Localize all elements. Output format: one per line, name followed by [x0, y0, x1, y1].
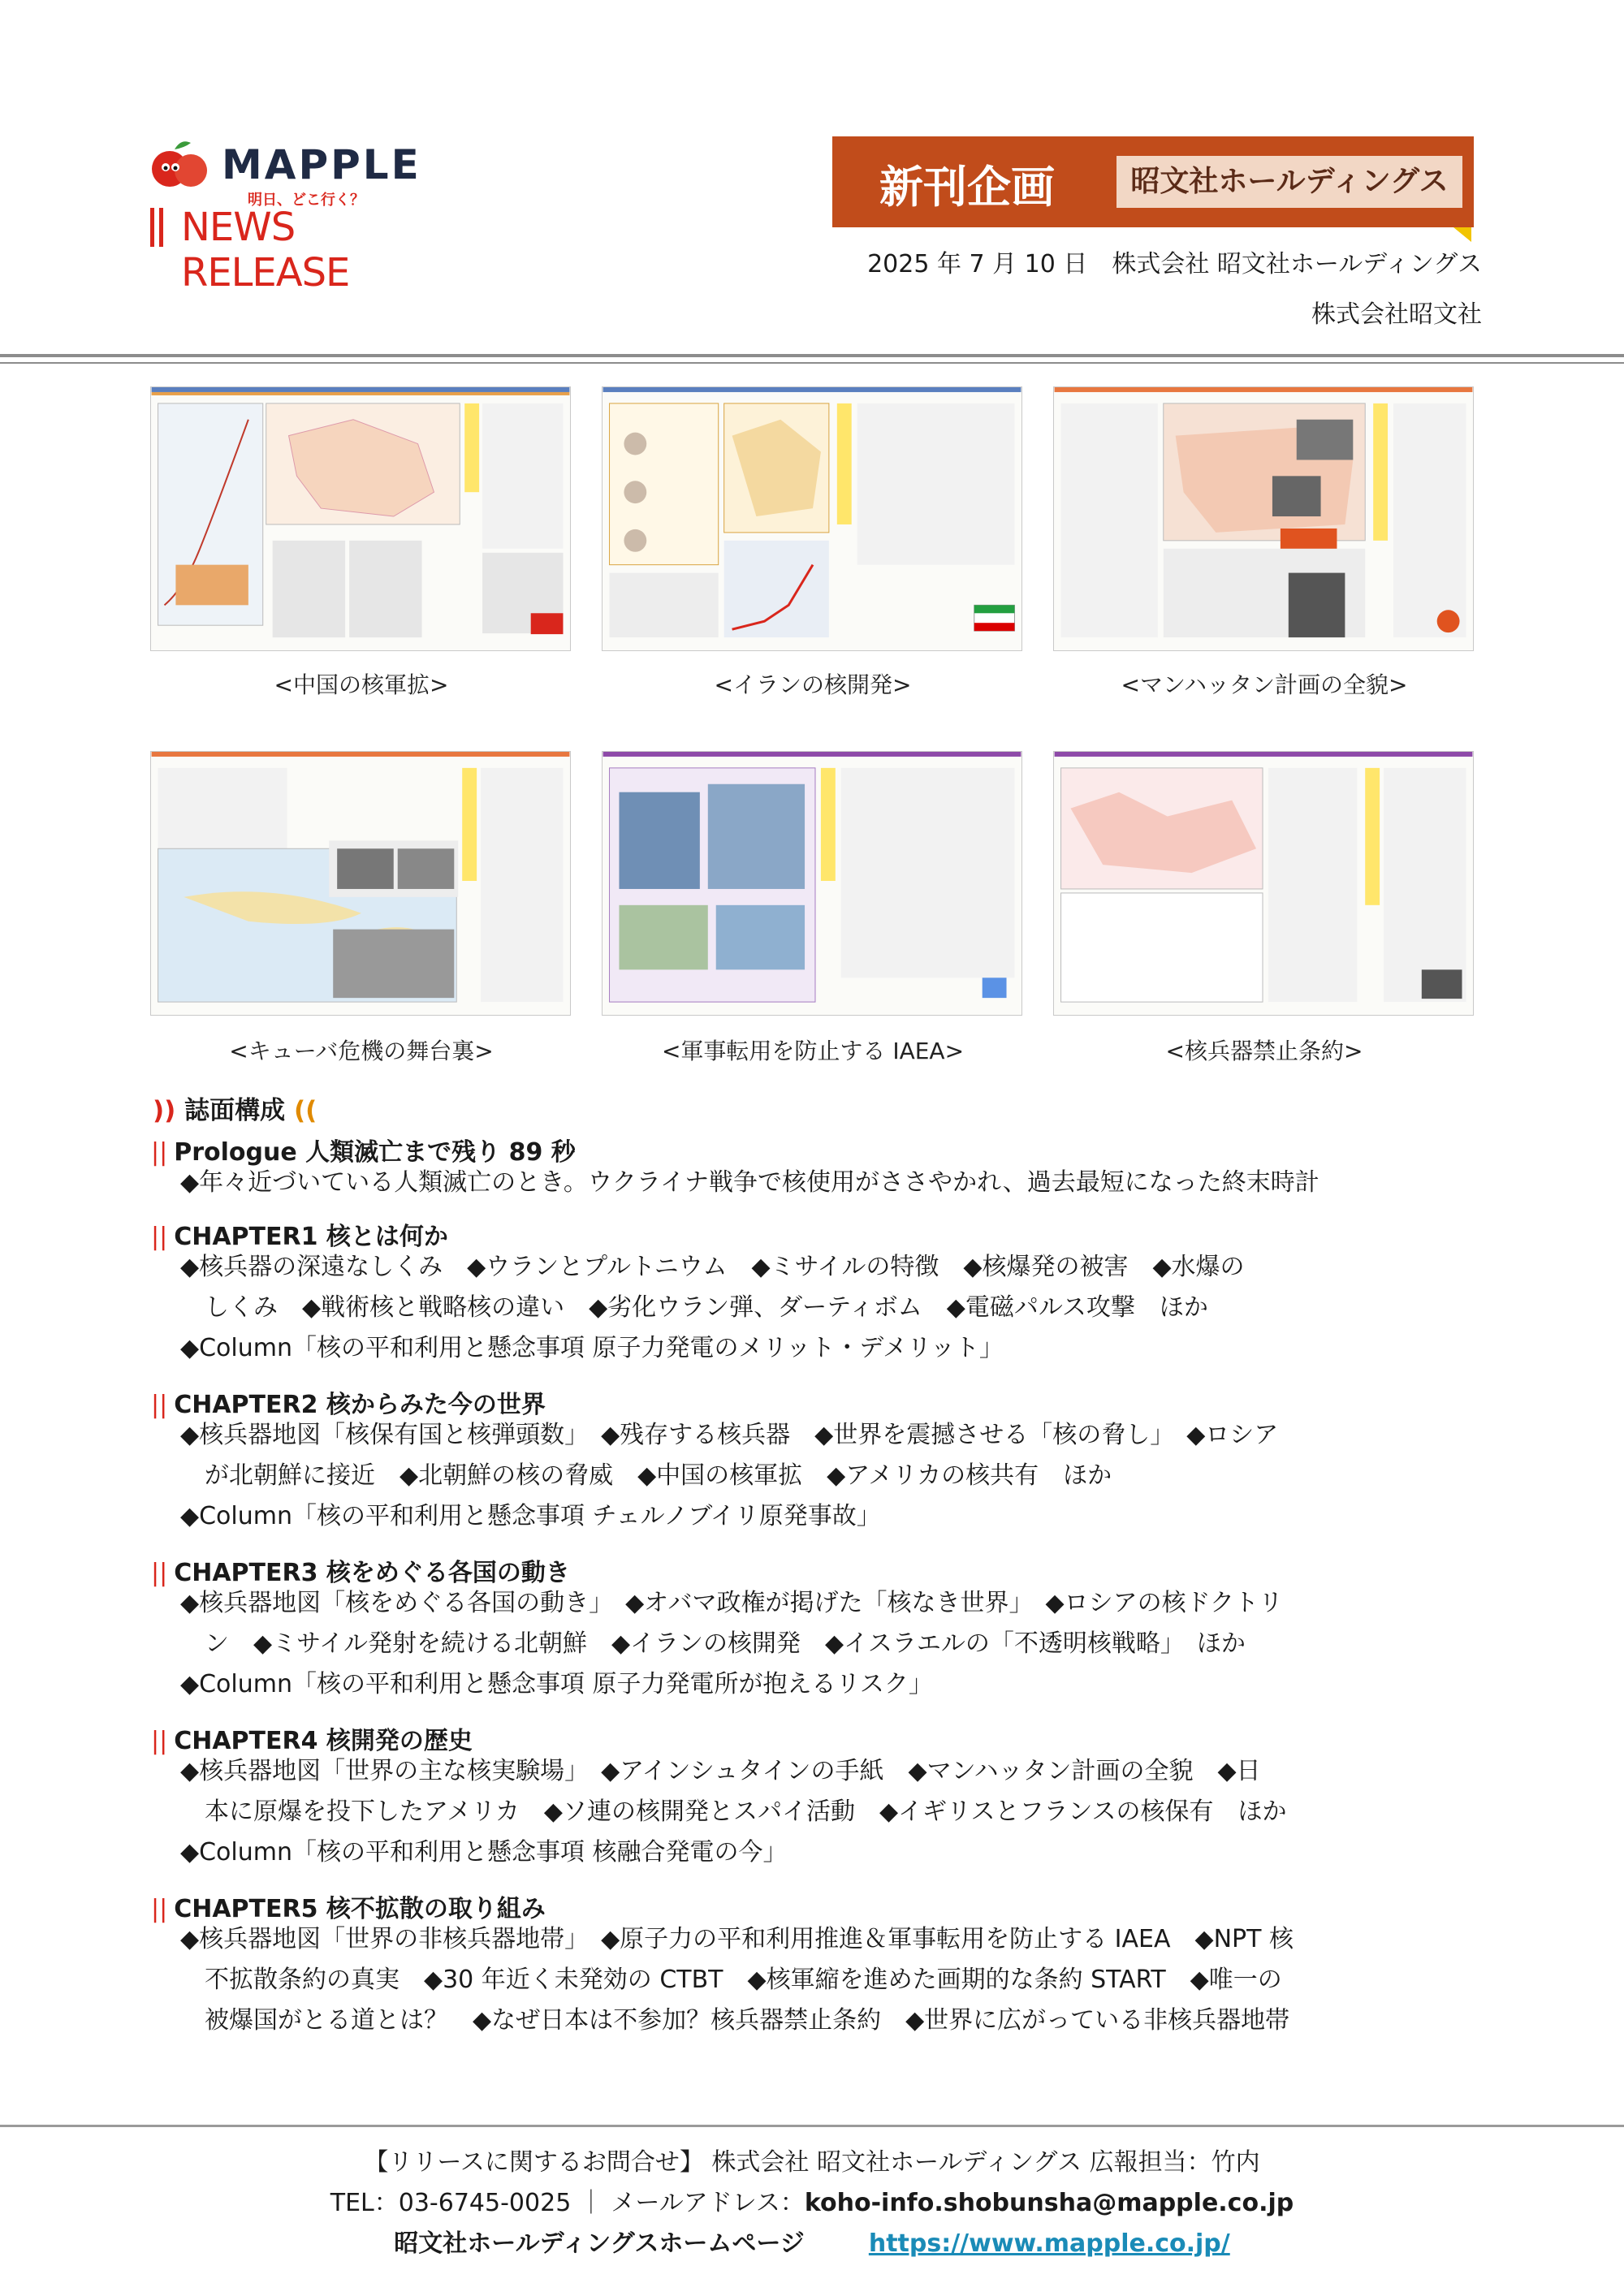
- logo-text: MAPPLE: [222, 141, 421, 188]
- mapple-logo: [150, 136, 459, 296]
- caption-manhattan: <マンハッタン計画の全貌>: [1121, 671, 1408, 698]
- new-title-banner: [832, 136, 1474, 227]
- footer-email[interactable]: koho-info.shobunsha@mapple.co.jp: [804, 2189, 1294, 2217]
- logo-tagline: 明日、どこ行く？: [248, 192, 365, 209]
- banner-corner-accent: [1453, 227, 1471, 242]
- section-heading-chapter5: || CHAPTER5 核不拡散の取り組み: [151, 1895, 546, 1923]
- news-release-label: NEWS RELEASE: [181, 205, 350, 296]
- section-body-chapter3: ◆核兵器地図「核をめぐる各国の動き」 ◆オバマ政権が掲げた「核なき世界」 ◆ロシアの核ドクトリ ン ◆ミサイル発射を続ける北朝鮮 ◆イランの核開発 ◆イスラエルの「不透明核戦略」 ほか ◆Column「核の平和利用と懸念事項 原子力発電所が抱えるリスク」: [180, 1589, 1284, 1698]
- section-body-chapter5: ◆核兵器地図「世界の非核兵器地帯」 ◆原子力の平和利用推進＆軍事転用を防止する IAEA ◆NPT 核 不拡散条約の真実 ◆30 年近く未発効の CTBT ◆核軍縮を進めた画期的な条約 START ◆唯一の 被爆国がとる道とは？ ◆なぜ日本は不参加？核兵器禁止条約 ◆世界に広がっている非核兵器地帯: [180, 1925, 1294, 2035]
- apple-logo-icon: [150, 136, 217, 195]
- release-date-line: 2025 年 7 月 10 日 株式会社 昭文社ホールディングス: [867, 250, 1482, 278]
- thumbnail-iaea: [602, 751, 1022, 1016]
- thumbnail-iran: [602, 386, 1022, 651]
- section-body-chapter1: ◆核兵器の深遠なしくみ ◆ウランとプルトニウム ◆ミサイルの特徴 ◆核爆発の被害 ◆水爆の しくみ ◆戦術核と戦略核の違い ◆劣化ウラン弾、ダーティボム ◆電磁パルス攻撃 ほか ◆Column「核の平和利用と懸念事項 原子力発電のメリット・デメリット」: [180, 1253, 1245, 1362]
- section-heading-chapter4: || CHAPTER4 核開発の歴史: [151, 1727, 473, 1755]
- contents-heading: [153, 1090, 317, 1126]
- footer-homepage: [0, 2223, 1624, 2259]
- caption-cuba: <キューバ危機の舞台裏>: [229, 1038, 494, 1064]
- caption-iran: <イランの核開発>: [714, 671, 912, 698]
- caption-iaea: <軍事転用を防止する IAEA>: [661, 1038, 965, 1064]
- banner-title: 新刊企画: [879, 162, 1055, 213]
- contents-open-mark: )): [153, 1096, 176, 1125]
- banner-company: 昭文社ホールディングス: [1130, 165, 1449, 198]
- news-release-bars: [150, 208, 165, 247]
- homepage-link[interactable]: https://www.mapple.co.jp/: [868, 2229, 1230, 2258]
- section-body-chapter2: ◆核兵器地図「核保有国と核弾頭数」 ◆残存する核兵器 ◆世界を震撼させる「核の脅し」 ◆ロシア が北朝鮮に接近 ◆北朝鮮の核の脅威 ◆中国の核軍拡 ◆アメリカの核共有 ほか ◆Column「核の平和利用と懸念事項 チェルノブイリ原発事故」: [180, 1421, 1279, 1530]
- section-heading-chapter1: || CHAPTER1 核とは何か: [151, 1223, 448, 1251]
- footer-hp-label: 昭文社ホールディングスホームページ: [394, 2229, 805, 2258]
- contents-title: 誌面構成: [184, 1096, 286, 1125]
- contents-close-mark: ((: [293, 1096, 317, 1125]
- footer-tel-mail: [0, 2182, 1624, 2218]
- section-heading-chapter2: || CHAPTER2 核からみた今の世界: [151, 1391, 546, 1419]
- footer-divider: [0, 2125, 1624, 2127]
- section-heading-chapter3: || CHAPTER3 核をめぐる各国の動き: [151, 1559, 570, 1587]
- section-body-chapter4: ◆核兵器地図「世界の主な核実験場」 ◆アインシュタインの手紙 ◆マンハッタン計画の全貌 ◆日 本に原爆を投下したアメリカ ◆ソ連の核開発とスパイ活動 ◆イギリスとフランスの核保有 ほか ◆Column「核の平和利用と懸念事項 核融合発電の今」: [180, 1757, 1287, 1867]
- caption-china: <中国の核軍拡>: [274, 671, 449, 698]
- thumbnail-manhattan: [1053, 386, 1474, 651]
- section-heading-prologue: || Prologue 人類滅亡まで残り 89 秒: [151, 1138, 576, 1167]
- footer-contact: 【リリースに関するお問合せ】 株式会社 昭文社ホールディングス 広報担当：竹内: [364, 2148, 1260, 2177]
- thumbnail-cuba: [150, 751, 571, 1016]
- thumbnail-china: [150, 386, 571, 651]
- header-divider: [0, 354, 1624, 357]
- header-divider-thin: [0, 362, 1624, 364]
- caption-tpnw: <核兵器禁止条約>: [1165, 1038, 1363, 1064]
- footer-tel-label: TEL：03-6745-0025 ｜ メールアドレス：: [330, 2189, 805, 2217]
- thumbnail-tpnw: [1053, 751, 1474, 1016]
- section-body-prologue: ◆年々近づいている人類滅亡のとき。ウクライナ戦争で核使用がささやかれ、過去最短になった終末時計: [180, 1168, 1320, 1197]
- banner-company-box: [1116, 156, 1462, 208]
- company-name: 株式会社昭文社: [1311, 300, 1482, 329]
